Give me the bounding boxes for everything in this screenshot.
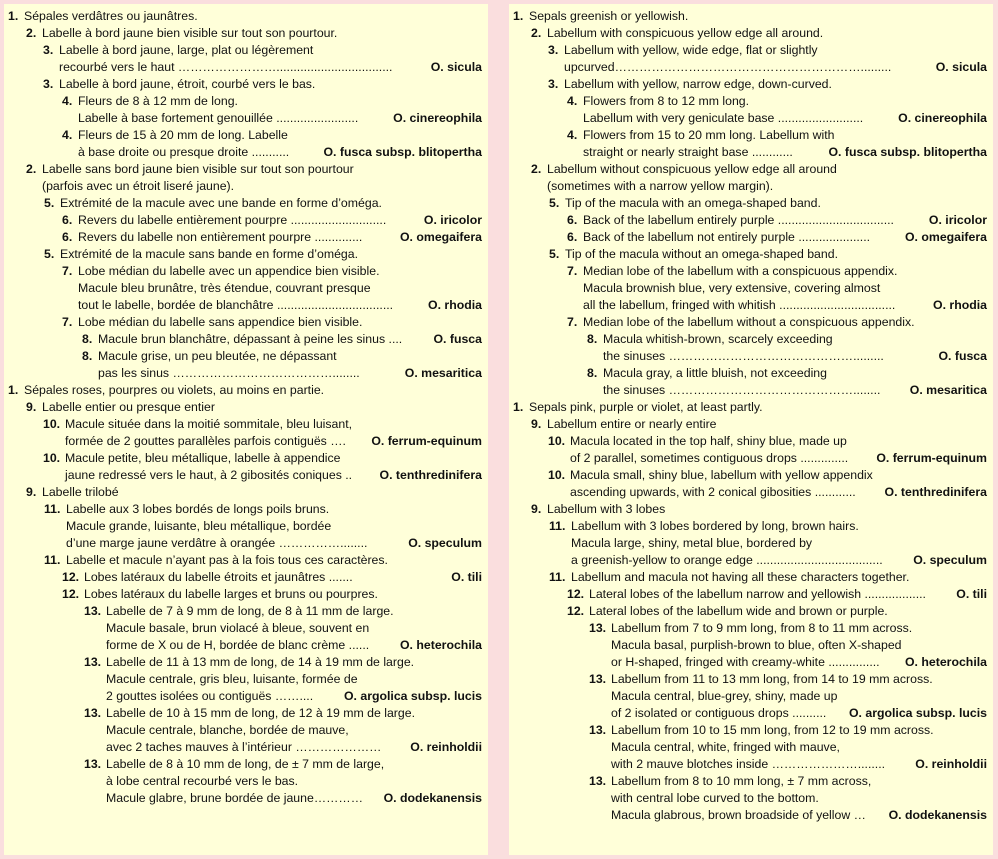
couplet-text: Median lobe of the labellum with a conspicuous appendix. <box>583 264 898 278</box>
key-line <box>44 195 488 212</box>
couplet-text: Sepals greenish or yellowish. <box>529 9 689 23</box>
couplet-text: Macula central, white, fringed with mauve, <box>611 740 840 754</box>
key-line <box>567 586 993 603</box>
key-line <box>589 671 993 688</box>
couplet-text: with 2 mauve blotches inside …………………........ <box>611 757 886 771</box>
key-line <box>65 433 488 450</box>
couplet-text: Revers du labelle non entièrement pourpre .............. <box>78 230 363 244</box>
key-line <box>78 110 488 127</box>
key-line <box>548 433 993 450</box>
couplet-text: Back of the labellum entirely purple .................................. <box>583 213 894 227</box>
couplet-number: 8. <box>82 332 93 346</box>
species-name: O. rhodia <box>428 298 482 312</box>
couplet-text: Macule brun blanchâtre, dépassant à peine les sinus .... <box>98 332 403 346</box>
couplet-text: Lobe médian du labelle sans appendice bien visible. <box>78 315 363 329</box>
couplet-text: Macula located in the top half, shiny blue, made up <box>570 434 847 448</box>
couplet-text: Extrémité de la macule sans bande en forme d’oméga. <box>60 247 359 261</box>
couplet-text: Macula large, shiny, metal blue, bordered by <box>571 536 813 550</box>
couplet-number: 4. <box>62 94 73 108</box>
couplet-text: Sépales roses, pourpres ou violets, au moins en partie. <box>24 383 325 397</box>
key-line <box>589 620 993 637</box>
key-line <box>106 790 488 807</box>
couplet-text: Labellum with very geniculate base ......................... <box>583 111 864 125</box>
species-name: O. sicula <box>430 60 482 74</box>
couplet-number: 9. <box>531 417 542 431</box>
key-line <box>587 331 993 348</box>
species-name: O. fusca <box>433 332 482 346</box>
key-line <box>513 8 993 25</box>
couplet-text: Labelle sans bord jaune bien visible sur tout son pourtour <box>42 162 354 176</box>
couplet-text: Labellum from 7 to 9 mm long, from 8 to 11 mm across. <box>611 621 913 635</box>
couplet-text: a greenish-yellow to orange edge ..................................... <box>571 553 883 567</box>
key-line <box>548 42 993 59</box>
couplet-number: 7. <box>62 315 73 329</box>
couplet-text: Labellum with conspicuous yellow edge all around. <box>547 26 824 40</box>
couplet-text: Macula central, blue-grey, shiny, made up <box>611 689 838 703</box>
couplet-text: à lobe central recourbé vers le bas. <box>106 774 299 788</box>
couplet-number: 2. <box>26 26 37 40</box>
couplet-number: 7. <box>567 315 578 329</box>
key-line <box>611 705 993 722</box>
couplet-text: Sepals pink, purple or violet, at least partly. <box>529 400 763 414</box>
key-line <box>43 76 488 93</box>
couplet-number: 1. <box>8 383 19 397</box>
couplet-number: 9. <box>26 485 37 499</box>
key-line <box>62 229 488 246</box>
couplet-text: Lateral lobes of the labellum narrow and yellowish .................. <box>589 587 926 601</box>
couplet-text: d’une marge jaune verdâtre à orangée ……………........ <box>66 536 368 550</box>
couplet-text: Tip of the macula with an omega-shaped band. <box>565 196 821 210</box>
couplet-text: Macule bleu brunâtre, très étendue, couvrant presque <box>78 281 371 295</box>
couplet-number: 10. <box>43 417 61 431</box>
key-line <box>44 246 488 263</box>
couplet-text: Macule située dans la moitié sommitale, bleu luisant, <box>65 417 353 431</box>
key-line <box>567 127 993 144</box>
key-line <box>567 603 993 620</box>
key-line <box>611 637 993 654</box>
couplet-text: Lateral lobes of the labellum wide and brown or purple. <box>589 604 888 618</box>
key-line <box>583 144 993 161</box>
couplet-text: Labellum entire or nearly entire <box>547 417 717 431</box>
species-name: O. cinereophila <box>393 111 482 125</box>
english-key-panel <box>509 4 993 855</box>
key-line <box>44 501 488 518</box>
couplet-text: formée de 2 gouttes parallèles parfois contiguës …. <box>65 434 346 448</box>
key-line <box>78 144 488 161</box>
key-line <box>549 569 993 586</box>
key-line <box>44 552 488 569</box>
couplet-text: Labelle de 11 à 13 mm de long, de 14 à 19 mm de large. <box>106 655 415 669</box>
couplet-text: Labellum from 8 to 10 mm long, ± 7 mm across, <box>611 774 872 788</box>
couplet-text: straight or nearly straight base ............ <box>583 145 793 159</box>
couplet-number: 1. <box>513 400 524 414</box>
couplet-number: 2. <box>531 162 542 176</box>
key-line <box>611 756 993 773</box>
couplet-text: the sinuses ………………………………………......... <box>603 349 884 363</box>
species-name: O. fusca <box>938 349 987 363</box>
couplet-number: 2. <box>531 26 542 40</box>
couplet-number: 12. <box>567 604 585 618</box>
couplet-number: 13. <box>589 723 607 737</box>
couplet-text: (sometimes with a narrow yellow margin). <box>547 179 774 193</box>
species-name: O. argolica subsp. lucis <box>848 706 987 720</box>
couplet-text: the sinuses ………………………………………........ <box>603 383 881 397</box>
key-line <box>549 195 993 212</box>
couplet-number: 8. <box>82 349 93 363</box>
key-line <box>570 484 993 501</box>
species-name: O. tili <box>956 587 987 601</box>
key-line <box>548 76 993 93</box>
couplet-number: 13. <box>84 655 102 669</box>
couplet-text: of 2 isolated or contiguous drops .......... <box>611 706 827 720</box>
couplet-text: Labelle à bord jaune, large, plat ou légèrement <box>59 43 314 57</box>
key-line <box>84 654 488 671</box>
key-line <box>84 756 488 773</box>
couplet-number: 8. <box>587 332 598 346</box>
key-line <box>570 450 993 467</box>
species-name: O. iricolor <box>423 213 482 227</box>
species-name: O. speculum <box>408 536 482 550</box>
couplet-number: 6. <box>62 230 73 244</box>
couplet-text: Labellum with yellow, narrow edge, down-curved. <box>564 77 832 91</box>
couplet-number: 11. <box>549 519 566 533</box>
couplet-text: Macula gray, a little bluish, not exceeding <box>603 366 827 380</box>
couplet-text: Labellum from 10 to 15 mm long, from 12 to 19 mm across. <box>611 723 934 737</box>
couplet-number: 7. <box>62 264 73 278</box>
key-line <box>571 552 993 569</box>
key-line <box>26 25 488 42</box>
couplet-text: all the labellum, fringed with whitish .................................. <box>583 298 896 312</box>
key-line <box>26 161 488 178</box>
couplet-text: recourbé vers le haut …………………….................................. <box>59 60 393 74</box>
key-line <box>611 654 993 671</box>
couplet-text: Back of the labellum not entirely purple ..................... <box>583 230 871 244</box>
couplet-text: upcurved……………………………………………………......... <box>564 60 892 74</box>
couplet-text: 2 gouttes isolées ou contiguës …….... <box>106 689 314 703</box>
key-line <box>8 8 488 25</box>
couplet-number: 13. <box>84 604 102 618</box>
key-line <box>549 246 993 263</box>
key-line <box>567 212 993 229</box>
couplet-text: Sépales verdâtres ou jaunâtres. <box>24 9 198 23</box>
key-line <box>84 603 488 620</box>
species-name: O. tenthredinifera <box>884 485 987 499</box>
couplet-text: Flowers from 15 to 20 mm long. Labellum with <box>583 128 835 142</box>
key-line <box>82 331 488 348</box>
couplet-number: 4. <box>567 94 578 108</box>
key-line <box>106 671 488 688</box>
couplet-number: 5. <box>44 196 55 210</box>
couplet-number: 13. <box>589 672 607 686</box>
key-line <box>78 280 488 297</box>
couplet-text: tout le labelle, bordée de blanchâtre .................................. <box>78 298 394 312</box>
key-line <box>611 739 993 756</box>
key-line <box>43 450 488 467</box>
couplet-text: Labellum with 3 lobes <box>547 502 666 516</box>
couplet-text: à base droite ou presque droite ........... <box>78 145 290 159</box>
key-line <box>583 297 993 314</box>
couplet-text: Labelle à bord jaune, étroit, courbé vers le bas. <box>59 77 316 91</box>
couplet-number: 8. <box>587 366 598 380</box>
couplet-number: 6. <box>62 213 73 227</box>
species-name: O. cinereophila <box>898 111 987 125</box>
couplet-number: 4. <box>62 128 73 142</box>
couplet-number: 3. <box>548 77 559 91</box>
couplet-number: 13. <box>589 621 607 635</box>
couplet-text: Macula whitish-brown, scarcely exceeding <box>603 332 833 346</box>
couplet-number: 2. <box>26 162 37 176</box>
key-line <box>62 569 488 586</box>
couplet-text: Lobe médian du labelle avec un appendice bien visible. <box>78 264 380 278</box>
couplet-text: ascending upwards, with 2 conical gibosities ............ <box>570 485 856 499</box>
key-line <box>59 59 488 76</box>
couplet-text: Revers du labelle entièrement pourpre ............................ <box>78 213 387 227</box>
species-name: O. rhodia <box>933 298 987 312</box>
key-line <box>531 416 993 433</box>
key-line <box>611 790 993 807</box>
couplet-number: 7. <box>567 264 578 278</box>
key-line <box>66 518 488 535</box>
key-line <box>106 620 488 637</box>
species-name: O. dodekanensis <box>383 791 482 805</box>
couplet-text: Fleurs de 15 à 20 mm de long. Labelle <box>78 128 288 142</box>
species-name: O. iricolor <box>928 213 987 227</box>
couplet-text: Lobes latéraux du labelle étroits et jaunâtres ....... <box>84 570 353 584</box>
couplet-number: 1. <box>513 9 524 23</box>
key-line <box>513 399 993 416</box>
key-line <box>78 297 488 314</box>
couplet-number: 10. <box>548 434 566 448</box>
couplet-text: pas les sinus …………………………………........ <box>98 366 360 380</box>
french-key-panel <box>4 4 488 855</box>
couplet-number: 11. <box>549 570 566 584</box>
species-name: O. tenthredinifera <box>379 468 482 482</box>
couplet-text: Labelle de 8 à 10 mm de long, de ± 7 mm de large, <box>106 757 385 771</box>
couplet-text: Macule basale, brun violacé à bleue, souvent en <box>106 621 370 635</box>
key-line <box>564 59 993 76</box>
couplet-text: Macule grise, un peu bleutée, ne dépassant <box>98 349 337 363</box>
couplet-text: Extrémité de la macule avec une bande en forme d’oméga. <box>60 196 382 210</box>
couplet-text: Macula basal, purplish-brown to blue, often X-shaped <box>611 638 902 652</box>
couplet-number: 6. <box>567 213 578 227</box>
key-line <box>611 688 993 705</box>
key-line <box>567 314 993 331</box>
key-line <box>62 93 488 110</box>
key-line <box>26 484 488 501</box>
couplet-text: Macule glabre, brune bordée de jaune………… <box>106 791 364 805</box>
key-line <box>106 722 488 739</box>
key-line <box>567 263 993 280</box>
couplet-text: Labelle à base fortement genouillée ........................ <box>78 111 359 125</box>
key-line <box>65 467 488 484</box>
couplet-text: Lobes latéraux du labelle larges et bruns ou pourpres. <box>84 587 378 601</box>
key-line <box>84 705 488 722</box>
couplet-text: Labelle à bord jaune bien visible sur tout son pourtour. <box>42 26 338 40</box>
species-name: O. fusca subsp. blitopertha <box>323 145 482 159</box>
key-line <box>567 229 993 246</box>
couplet-text: Labelle aux 3 lobes bordés de longs poils bruns. <box>66 502 330 516</box>
key-line <box>603 382 993 399</box>
key-line <box>82 348 488 365</box>
key-line <box>531 161 993 178</box>
key-line <box>603 348 993 365</box>
couplet-number: 13. <box>84 706 102 720</box>
couplet-text: Median lobe of the labellum without a conspicuous appendix. <box>583 315 915 329</box>
key-line <box>547 178 993 195</box>
key-line <box>531 25 993 42</box>
couplet-number: 1. <box>8 9 19 23</box>
key-line <box>571 535 993 552</box>
species-name: O. tili <box>451 570 482 584</box>
couplet-number: 6. <box>567 230 578 244</box>
couplet-text: Labellum with yellow, wide edge, flat or slightly <box>564 43 818 57</box>
species-name: O. heterochila <box>399 638 482 652</box>
couplet-text: Labellum from 11 to 13 mm long, from 14 to 19 mm across. <box>611 672 933 686</box>
couplet-text: Fleurs de 8 à 12 mm de long. <box>78 94 238 108</box>
key-line <box>98 365 488 382</box>
couplet-text: Macule petite, bleu métallique, labelle à appendice <box>65 451 341 465</box>
species-name: O. omegaifera <box>399 230 482 244</box>
key-line <box>587 365 993 382</box>
key-line <box>42 178 488 195</box>
couplet-text: Labellum without conspicuous yellow edge all around <box>547 162 837 176</box>
couplet-text: Macule centrale, gris bleu, luisante, formée de <box>106 672 358 686</box>
key-line <box>62 127 488 144</box>
key-line <box>611 807 993 824</box>
couplet-text: Labelle et macule n’ayant pas à la fois tous ces caractères. <box>66 553 388 567</box>
key-line <box>66 535 488 552</box>
key-line <box>26 399 488 416</box>
key-line <box>583 110 993 127</box>
couplet-text: Macule centrale, blanche, bordée de mauve, <box>106 723 349 737</box>
species-name: O. fusca subsp. blitopertha <box>828 145 987 159</box>
couplet-text: Labelle trilobé <box>42 485 119 499</box>
couplet-number: 10. <box>548 468 566 482</box>
couplet-number: 13. <box>84 757 102 771</box>
key-line <box>589 773 993 790</box>
key-line <box>62 212 488 229</box>
couplet-text: Labellum and macula not having all these characters together. <box>571 570 910 584</box>
couplet-text: Labellum with 3 lobes bordered by long, brown hairs. <box>571 519 859 533</box>
couplet-number: 5. <box>549 196 560 210</box>
couplet-number: 12. <box>62 570 80 584</box>
key-line <box>62 314 488 331</box>
couplet-number: 12. <box>567 587 585 601</box>
key-line <box>531 501 993 518</box>
key-line <box>548 467 993 484</box>
couplet-text: Labelle de 10 à 15 mm de long, de 12 à 19 mm de large. <box>106 706 415 720</box>
species-name: O. reinholdii <box>915 757 987 771</box>
key-line <box>583 280 993 297</box>
species-name: O. speculum <box>913 553 987 567</box>
couplet-text: or H-shaped, fringed with creamy-white ............... <box>611 655 880 669</box>
couplet-number: 12. <box>62 587 80 601</box>
couplet-number: 11. <box>44 502 61 516</box>
couplet-text: with central lobe curved to the bottom. <box>611 791 819 805</box>
couplet-text: of 2 parallel, sometimes contiguous drops .............. <box>570 451 849 465</box>
key-line <box>106 688 488 705</box>
key-line <box>8 382 488 399</box>
key-line <box>62 586 488 603</box>
species-name: O. omegaifera <box>904 230 987 244</box>
couplet-text: Macula small, shiny blue, labellum with yellow appendix <box>570 468 873 482</box>
key-line <box>106 637 488 654</box>
key-line <box>43 416 488 433</box>
couplet-text: avec 2 taches mauves à l’intérieur ………………… <box>106 740 382 754</box>
species-name: O. reinholdii <box>410 740 482 754</box>
key-line <box>106 773 488 790</box>
key-line <box>589 722 993 739</box>
species-name: O. mesaritica <box>909 383 987 397</box>
couplet-text: Labelle entier ou presque entier <box>42 400 215 414</box>
species-name: O. dodekanensis <box>888 808 987 822</box>
key-line <box>62 263 488 280</box>
couplet-text: Macula brownish blue, very extensive, covering almost <box>583 281 881 295</box>
couplet-text: Macule grande, luisante, bleu métallique, bordée <box>66 519 332 533</box>
couplet-number: 3. <box>548 43 559 57</box>
species-name: O. ferrum-equinum <box>371 434 482 448</box>
couplet-text: Flowers from 8 to 12 mm long. <box>583 94 750 108</box>
key-line <box>549 518 993 535</box>
couplet-number: 9. <box>531 502 542 516</box>
couplet-text: (parfois avec un étroit liseré jaune). <box>42 179 235 193</box>
key-line <box>567 93 993 110</box>
couplet-number: 3. <box>43 77 54 91</box>
species-name: O. mesaritica <box>404 366 482 380</box>
couplet-text: forme de X ou de H, bordée de blanc crème ...... <box>106 638 370 652</box>
couplet-text: Tip of the macula without an omega-shaped band. <box>565 247 838 261</box>
couplet-number: 13. <box>589 774 607 788</box>
couplet-text: Labelle de 7 à 9 mm de long, de 8 à 11 mm de large. <box>106 604 394 618</box>
species-name: O. heterochila <box>904 655 987 669</box>
couplet-number: 11. <box>44 553 61 567</box>
couplet-number: 5. <box>549 247 560 261</box>
species-name: O. ferrum-equinum <box>876 451 987 465</box>
couplet-number: 4. <box>567 128 578 142</box>
species-name: O. argolica subsp. lucis <box>343 689 482 703</box>
couplet-number: 10. <box>43 451 61 465</box>
key-line <box>106 739 488 756</box>
key-line <box>43 42 488 59</box>
couplet-text: jaune redressé vers le haut, à 2 gibosités coniques .. <box>65 468 353 482</box>
couplet-text: Macula glabrous, brown broadside of yellow … <box>611 808 866 822</box>
couplet-number: 3. <box>43 43 54 57</box>
couplet-number: 5. <box>44 247 55 261</box>
couplet-number: 9. <box>26 400 37 414</box>
species-name: O. sicula <box>935 60 987 74</box>
